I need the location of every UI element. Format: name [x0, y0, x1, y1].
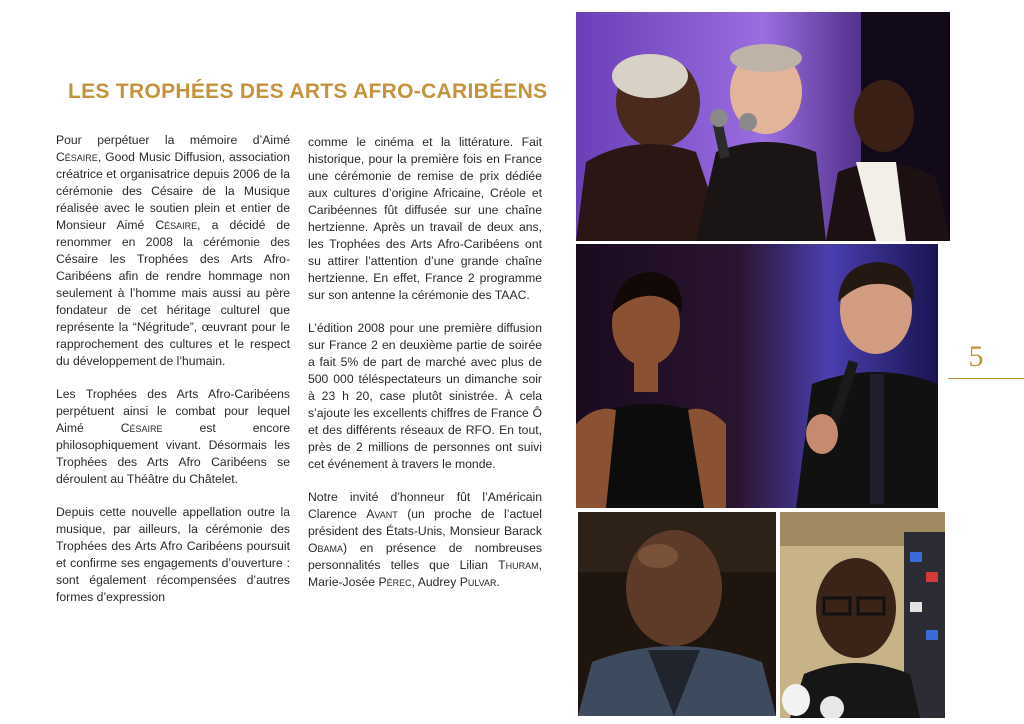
photo-stage-trio-image	[576, 12, 950, 241]
name-small-caps: Thuram	[498, 558, 539, 572]
paragraph-guest	[308, 489, 542, 591]
text-run: Les Trophées des Arts Afro-Caribéens perpétuent ainsi le combat pour lequel Aimé	[56, 387, 290, 435]
text-run: , Audrey	[411, 575, 460, 589]
text-column-left	[56, 132, 290, 622]
text-run: Notre invité d’honneur fût l’Américain Clarence	[308, 490, 542, 521]
text-run: (un proche de l’actuel président des États-Unis, Monsieur Barack	[308, 507, 542, 538]
text-run: .	[496, 575, 500, 589]
name-small-caps: Césaire	[155, 218, 198, 232]
text-run: , Good Music Diffusion, association créatrice et organisatrice depuis 2006 de la cérémonie des Césaire de la Musique réalisée avec le soutien plein et entier de Monsieur Aimé	[56, 150, 290, 232]
photo-stage-trio	[576, 12, 950, 241]
name-small-caps: Pulvar	[459, 575, 497, 589]
name-small-caps: Césaire	[120, 421, 163, 435]
name-small-caps: Avant	[366, 507, 398, 521]
paragraph-edition-2008: L’édition 2008 pour une première diffusion sur France 2 en deuxième partie de soirée a fait 5% de part de marché avec plus de 500 000 téléspectateurs un dimanche soir à 23 h 20, case plutôt sinistrée. À cela s’ajoute les excellents chiffres de France Ô et des différents réseaux de RFO. En tout, près de 2 millions de personnes ont suivi cet événement à travers le monde.	[308, 321, 542, 471]
photo-guest-portrait-image	[578, 512, 776, 716]
photo-interview-image	[780, 512, 945, 718]
name-small-caps: Pérec	[378, 575, 412, 589]
name-small-caps: Césaire	[56, 150, 98, 164]
name-small-caps: Obama	[308, 541, 343, 555]
text-run: , a décidé de renommer en 2008 la cérémonie des Césaire les Trophées des Arts Afro-Caribéens afin de rendre hommage non seulement à l’homme mais aussi au père fondateur de cet héritage culturel que représente la “Négritude”, œuvrant pour le rapprochement des cultures et le respect du développement de l’humain.	[56, 218, 290, 368]
text-run: , Marie-Josée	[308, 558, 542, 589]
text-run: est encore philosophiquement vivant. Désormais les Trophées des Arts Afro Caribéens se déroulent au Théâtre du Châtelet.	[56, 421, 291, 486]
paragraph-cinema: comme le cinéma et la littérature. Fait historique, pour la première fois en France une cérémonie de remise de prix dédiée aux cultures d’origine Africaine, Créole et Caribéennes fût diffusée sur une chaîne hertzienne. Après un travail de deux ans, les Trophées des Arts Afro-Caribéens ont su attirer l’attention d’une grande chaîne hertzienne. En effet, France 2 programme sur son antenne la cérémonie des TAAC.	[308, 135, 542, 302]
paragraph-combat	[56, 386, 290, 488]
photo-guest-portrait	[578, 512, 776, 716]
photo-interview	[780, 512, 945, 718]
text-run: ) en présence de nombreuses personnalités telles que Lilian	[308, 541, 542, 572]
text-column-right	[308, 134, 542, 607]
paragraph-appellation: Depuis cette nouvelle appellation outre la musique, par ailleurs, la cérémonie des Trophées des Arts Afro Caribéens poursuit et confirme ses engagements d’ouverture : sont également récompensées d’autres formes d’expression	[56, 505, 290, 604]
photo-presenters-image	[576, 244, 938, 508]
paragraph-intro	[56, 132, 290, 370]
page-number-rule	[948, 378, 1024, 379]
page-number: 5	[968, 340, 984, 373]
text-run: Pour perpétuer la mémoire d’Aimé	[56, 133, 290, 147]
page-title: LES TROPHÉES DES ARTS AFRO-CARIBÉENS	[68, 80, 548, 103]
photo-presenters	[576, 244, 938, 508]
